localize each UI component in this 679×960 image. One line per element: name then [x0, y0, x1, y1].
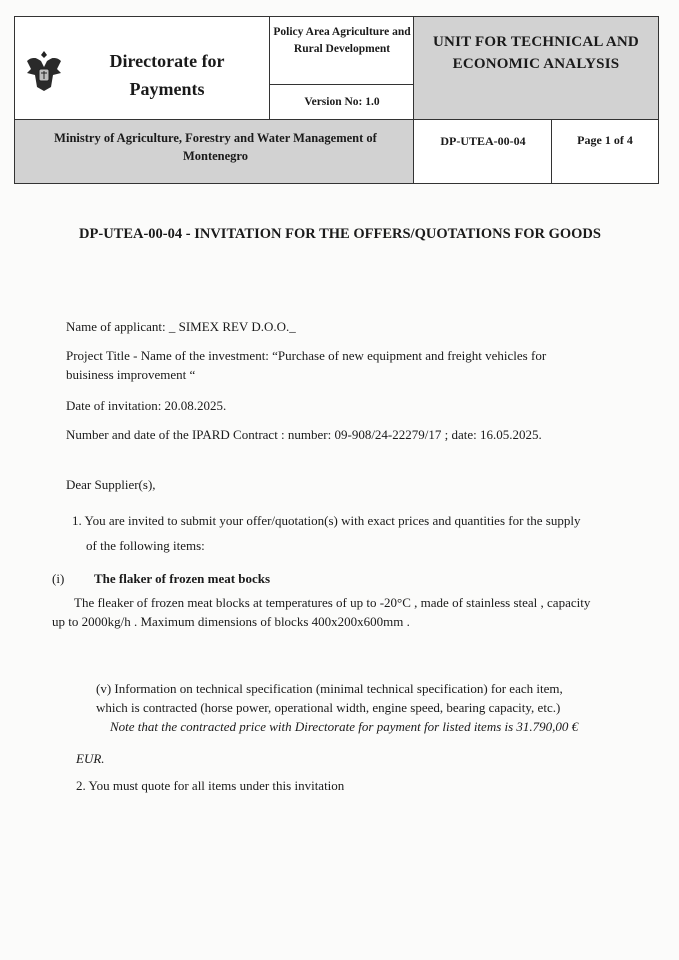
subitem-heading: The flaker of frozen meat bocks — [94, 571, 271, 586]
page-number-cell — [552, 120, 658, 183]
project-title-line2: buisiness improvement “ — [66, 367, 196, 382]
ministry-cell — [15, 120, 414, 183]
doc-code: DP-UTEA-00-04 — [440, 134, 526, 148]
price-note-line1: Note that the contracted price with Directorate for payment for listed items is 31.790,00 € — [110, 719, 579, 734]
directorate-cell — [15, 17, 270, 120]
item1-line1: 1. You are invited to submit your offer/quotation(s) with exact prices and quantities for the supply — [72, 513, 581, 528]
policy-area-cell — [270, 17, 414, 85]
applicant-field: Name of applicant: _ SIMEX REV D.O.O._ — [66, 319, 296, 334]
project-title-line1: Project Title - Name of the investment: “Purchase of new equipment and freight vehicles for — [66, 348, 547, 363]
version-text: Version No: 1.0 — [304, 96, 380, 108]
version-cell — [270, 85, 414, 120]
doc-code-cell — [414, 120, 552, 183]
tech-spec-line2: which is contracted (horse power, operational width, engine speed, bearing capacity, etc.) — [96, 700, 561, 715]
unit-cell — [414, 17, 658, 120]
item1-line2: of the following items: — [86, 538, 205, 553]
document-title: DP-UTEA-00-04 - INVITATION FOR THE OFFERS/QUOTATIONS FOR GOODS — [79, 226, 601, 242]
contract-info: Number and date of the IPARD Contract : number: 09-908/24-22279/17 ; date: 16.05.2025. — [66, 427, 542, 442]
subitem-marker: (i) — [52, 571, 65, 586]
coat-of-arms-icon — [23, 47, 65, 95]
header-table — [14, 16, 659, 184]
ministry-name: Ministry of Agriculture, Forestry and Water Management of Montenegro — [54, 131, 377, 163]
subitem-desc-line2: up to 2000kg/h . Maximum dimensions of blocks 400x200x600mm . — [52, 614, 410, 629]
page-number: Page 1 of 4 — [577, 133, 633, 147]
item2: 2. You must quote for all items under this invitation — [76, 778, 345, 793]
policy-area-text: Policy Area Agriculture and Rural Development — [273, 26, 411, 55]
price-note-line2: EUR. — [76, 751, 105, 766]
subitem-desc-line1: The fleaker of frozen meat blocks at temperatures of up to -20°C , made of stainless steal , capacity — [74, 595, 591, 610]
directorate-name: Directorate for Payments — [109, 51, 225, 99]
invitation-date: Date of invitation: 20.08.2025. — [66, 398, 227, 413]
salutation: Dear Supplier(s), — [66, 477, 156, 492]
tech-spec-line1: (v) Information on technical specification (minimal technical specification) for each item, — [96, 681, 563, 696]
unit-name: UNIT FOR TECHNICAL AND ECONOMIC ANALYSIS — [433, 34, 639, 72]
